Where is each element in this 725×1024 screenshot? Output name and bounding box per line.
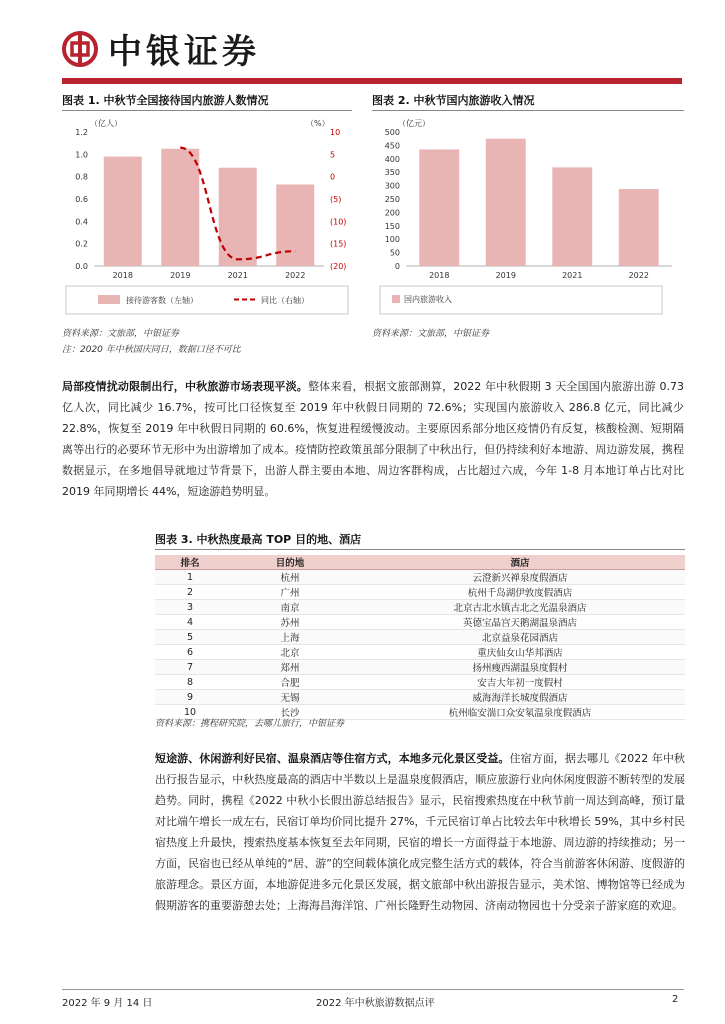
table-cell-rank: 10	[155, 705, 225, 720]
table-cell-destination: 长沙	[225, 705, 355, 720]
chart2-source: 资料来源：文旅部，中银证券	[372, 329, 490, 339]
table-row	[155, 570, 685, 585]
table3-source: 资料来源：携程研究院，去哪儿旅行，中银证券	[155, 719, 345, 729]
table-row	[155, 645, 685, 660]
paragraph-1	[62, 376, 684, 502]
chart1-left-tick: 1.2	[75, 128, 88, 137]
table-cell-destination: 合肥	[225, 675, 355, 690]
paragraph-1-body: 整体来看，根据文旅部测算，2022 年中秋假期 3 天全国国内旅游出游 0.73 亿人次，同比减少 16.7%，按可比口径恢复至 2019 年中秋假日同期的 72.6%；实现国内旅游收入 286.8 亿元，同比减少 22.8%，恢复至 2019 年中秋假日同期的 60.6%，恢复进程缓慢波动。主要原因系部分地区疫情仍有反复，核酸检测、短期隔离等出行的必要环节无形中为出游增加了成本。疫情防控政策虽部分限制了中秋出行，但仍持续利好本地游、周边游发展，携程数据显示，在多地倡导就地过节背景下，出游人群主要由本地、周边客群构成，占比超过六成，今年 1-8 月本地订单占比对比 2019 年同期增长 44%，短途游趋势明显。	[62, 380, 684, 498]
paragraph-1-lead: 局部疫情扰动限制出行，中秋旅游市场表现平淡。	[62, 380, 308, 393]
chart2-tick: 300	[384, 181, 400, 191]
chart2-tick: 350	[384, 168, 400, 178]
chart1-legend-swatch-bar	[98, 295, 120, 304]
chart1-category-label: 2018	[112, 271, 133, 280]
table-cell-hotel: 北京古北水镇古北之光温泉酒店	[355, 600, 685, 615]
table-header-row	[155, 555, 685, 570]
table-cell-hotel: 安吉大年初一度假村	[355, 675, 685, 690]
chart1-bar	[104, 157, 142, 266]
paragraph-2	[155, 748, 685, 916]
table-cell-hotel: 云澄新兴禅泉度假酒店	[355, 570, 685, 585]
footer-date: 2022 年 9 月 14 日	[62, 998, 153, 1009]
chart2-tick: 250	[384, 195, 400, 204]
table-header-hotel: 酒店	[355, 555, 685, 570]
chart2-category-label: 2021	[562, 271, 583, 280]
table-row	[155, 690, 685, 705]
chart1-category-label: 2021	[227, 271, 248, 280]
chart1-legend-line-label: 同比（右轴）	[261, 296, 309, 305]
chart2-tick: 150	[384, 221, 400, 231]
chart2-title-rule	[372, 110, 684, 111]
table-row	[155, 600, 685, 615]
chart1-right-unit: （%）	[306, 119, 330, 128]
table-cell-hotel: 威海海洋长城度假酒店	[355, 690, 685, 705]
table3-title-rule	[155, 549, 685, 550]
table-row	[155, 660, 685, 675]
boc-logo-icon	[62, 31, 98, 67]
chart1-category-label: 2019	[170, 271, 191, 280]
chart1-note: 注：2020 年中秋国庆同日，数据口径不可比	[62, 345, 241, 355]
table-cell-hotel: 杭州千岛湖伊敦度假酒店	[355, 585, 685, 600]
chart2-left-unit: （亿元）	[398, 119, 430, 128]
chart2-tick: 100	[384, 235, 400, 245]
chart1-right-tick: (15)	[330, 239, 347, 249]
table-cell-rank: 7	[155, 660, 225, 675]
brand-logo	[62, 24, 260, 73]
table-cell-destination: 无锡	[225, 690, 355, 705]
table-cell-destination: 广州	[225, 585, 355, 600]
table-cell-destination: 南京	[225, 600, 355, 615]
table-cell-rank: 3	[155, 600, 225, 615]
chart2-tick: 0	[394, 262, 400, 271]
table-cell-hotel: 扬州瘦西湖温泉度假村	[355, 660, 685, 675]
table-cell-destination: 杭州	[225, 570, 355, 585]
table-cell-destination: 上海	[225, 630, 355, 645]
table-cell-destination: 北京	[225, 645, 355, 660]
table-cell-destination: 苏州	[225, 615, 355, 630]
chart1-left-tick: 0.6	[75, 195, 88, 204]
table-cell-hotel: 重庆仙女山华邦酒店	[355, 645, 685, 660]
chart1-title-rule	[62, 110, 352, 111]
chart1-right-tick: 10	[330, 128, 341, 137]
chart1-right-tick: (10)	[330, 217, 347, 227]
chart1-left-tick: 0.8	[75, 172, 88, 182]
footer-rule	[62, 989, 684, 990]
header-rule	[62, 78, 682, 84]
paragraph-2-lead: 短途游、休闲游利好民宿、温泉酒店等住宿方式，本地多元化景区受益。	[155, 752, 510, 765]
footer-page-number: 2	[672, 994, 679, 1005]
top-destination-table	[155, 555, 685, 720]
table-cell-rank: 9	[155, 690, 225, 705]
table-cell-rank: 2	[155, 585, 225, 600]
table-cell-hotel: 杭州临安湍口众安氡温泉度假酒店	[355, 705, 685, 720]
table-row	[155, 630, 685, 645]
chart1-title: 图表 1. 中秋节全国接待国内旅游人数情况	[62, 94, 269, 107]
brand-name: 中银证券	[108, 32, 260, 72]
chart2-legend-label: 国内旅游收入	[404, 295, 452, 304]
table3-title: 图表 3. 中秋热度最高 TOP 目的地、酒店	[155, 533, 362, 546]
chart2-category-label: 2018	[429, 271, 450, 280]
table-row	[155, 585, 685, 600]
table-header-rank: 排名	[155, 555, 225, 570]
chart1-right-tick: (20)	[330, 262, 347, 271]
chart2-category-label: 2022	[628, 271, 649, 280]
chart1-left-tick: 1.0	[75, 150, 88, 160]
footer-doc-title: 2022 年中秋旅游数据点评	[316, 998, 435, 1009]
chart1-bar	[276, 184, 314, 266]
table-cell-rank: 4	[155, 615, 225, 630]
chart2	[372, 114, 684, 322]
table-cell-hotel: 英德宝晶宫天鹅湖温泉酒店	[355, 615, 685, 630]
table-cell-hotel: 北京益泉花园酒店	[355, 630, 685, 645]
paragraph-2-body: 住宿方面，据去哪儿《2022 年中秋出行报告显示，中秋热度最高的酒店中半数以上是温泉度假酒店，顺应旅游行业向休闲度假游不断转型的发展趋势。同时，携程《2022 中秋小长假出游总结报告》显示，民宿搜索热度在中秋节前一周达到高峰，预订量对比端午增长一成左右，民宿订单均价同比提升 27%，千元民宿订单占比较去年中秋增长 59%，其中乡村民宿热度上升最快，搜索热度基本恢复至去年同期，民宿的增长一方面得益于本地游、周边游的持续推动；另一方面，民宿也已经从单纯的“居、游”的空间载体演化成完整生活方式的载体，符合当前游客休闲游、度假游的旅游理念。景区方面，本地游促进多元化景区发展，据文旅部中秋出游报告显示，美术馆、博物馆等已经成为假期游客的重要游憩去处；上海海昌海洋馆、广州长隆野生动物园、济南动物园也十分受亲子游家庭的欢迎。	[155, 752, 686, 912]
table-cell-rank: 5	[155, 630, 225, 645]
chart2-bar	[486, 139, 526, 266]
chart2-category-label: 2019	[495, 271, 516, 280]
chart1-right-tick: 5	[330, 150, 336, 160]
table-cell-rank: 6	[155, 645, 225, 660]
chart2-legend-swatch	[392, 295, 400, 303]
chart2-tick: 450	[384, 141, 400, 151]
chart2-tick: 400	[384, 154, 400, 164]
chart1-bar	[161, 149, 199, 266]
chart1-right-tick: (5)	[330, 195, 342, 204]
chart1-source: 资料来源：文旅部，中银证券	[62, 329, 180, 339]
chart2-tick: 500	[384, 128, 400, 137]
table-cell-rank: 1	[155, 570, 225, 585]
table-cell-destination: 郑州	[225, 660, 355, 675]
chart1-left-unit: （亿人）	[90, 119, 122, 128]
table-header-destination: 目的地	[225, 555, 355, 570]
chart1-category-label: 2022	[285, 271, 306, 280]
table-row	[155, 675, 685, 690]
chart2-bar	[419, 149, 459, 266]
table-row	[155, 615, 685, 630]
chart1-left-tick: 0.2	[75, 239, 88, 249]
chart2-tick: 200	[384, 208, 400, 218]
chart1	[62, 114, 352, 322]
page-header	[0, 0, 725, 90]
chart1-left-tick: 0.4	[75, 217, 88, 227]
table-cell-rank: 8	[155, 675, 225, 690]
chart1-legend-bar-label: 接待游客数（左轴）	[126, 296, 198, 305]
chart2-bar	[552, 167, 592, 266]
chart2-tick: 50	[389, 248, 400, 258]
chart2-bar	[619, 189, 659, 266]
chart1-left-tick: 0.0	[75, 262, 88, 271]
chart1-right-tick: 0	[330, 172, 336, 182]
chart2-title: 图表 2. 中秋节国内旅游收入情况	[372, 94, 535, 107]
